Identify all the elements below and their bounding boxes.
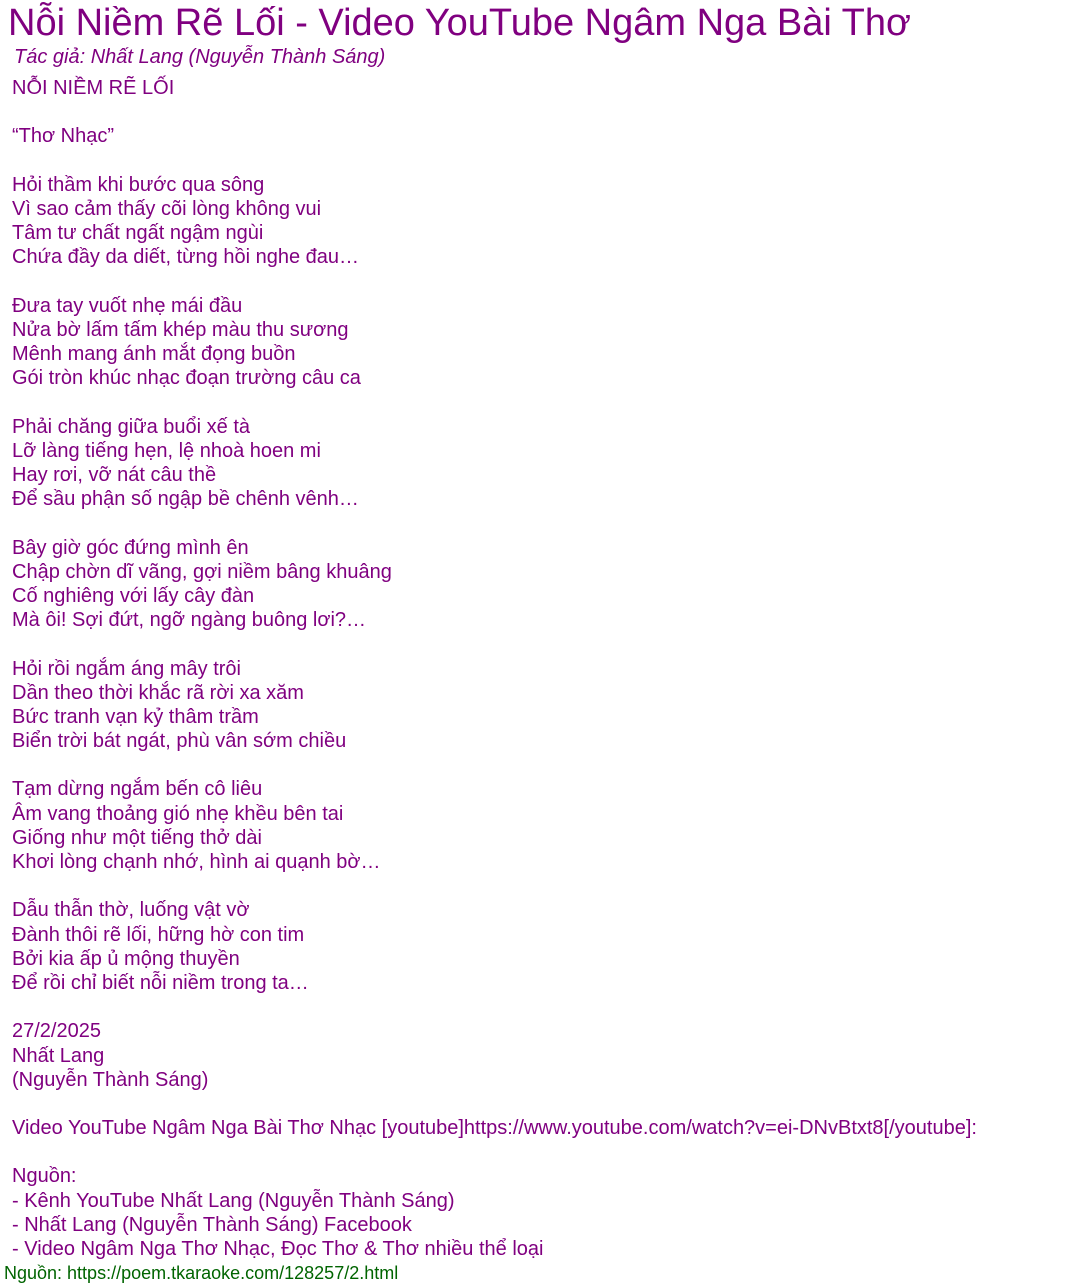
poem-line: Phải chăng giữa buổi xế tà [12,415,250,438]
poem-line: Hỏi rồi ngắm áng mây trôi [12,657,241,680]
poem-line: Dẫu thẫn thờ, luống vật vờ [12,899,250,922]
poem-line: Gói tròn khúc nhạc đoạn trường câu ca [12,367,361,390]
poem-line: Tạm dừng ngắm bến cô liêu [12,778,263,801]
poem-line: Chứa đầy da diết, từng hồi nghe đau… [12,246,360,269]
poem-signature-name: Nhất Lang [12,1044,105,1067]
poem-line: Đành thôi rẽ lối, hững hờ con tim [12,923,305,946]
poem-line: Chập chờn dĩ vãng, gợi niềm bâng khuâng [12,560,392,583]
poem-line: Bức tranh vạn kỷ thâm trầm [12,705,259,728]
poem-heading: NỖI NIỀM RẼ LỐI [12,77,175,99]
poem-line: Đưa tay vuốt nhẹ mái đầu [12,294,243,317]
poem-line: Biển trời bát ngát, phù vân sớm chiều [12,730,347,753]
poem-line: Nửa bờ lấm tấm khép màu thu sương [12,318,349,341]
source-item: - Nhất Lang (Nguyễn Thành Sáng) Facebook [12,1213,412,1236]
poem-line: Bây giờ góc đứng mình ên [12,536,249,559]
stanza [12,294,977,391]
poem-content [12,76,977,1261]
poem-line: Giống như một tiếng thở dài [12,826,262,849]
stanza [12,536,977,633]
source-item: - Video Ngâm Nga Thơ Nhạc, Đọc Thơ & Thơ nhiều thể loại [12,1238,544,1260]
author-credit: Tác giả: Nhất Lang (Nguyễn Thành Sáng) [14,46,386,68]
poem-line: Dần theo thời khắc rã rời xa xăm [12,681,304,704]
poem-signature-fullname: (Nguyễn Thành Sáng) [12,1068,209,1091]
video-link-line: Video YouTube Ngâm Nga Bài Thơ Nhạc [youtube]https://www.youtube.com/watch?v=ei-DNvBtxt8[/youtube]: [12,1117,977,1140]
stanza [12,898,977,995]
source-item: - Kênh YouTube Nhất Lang (Nguyễn Thành Sáng) [12,1189,455,1212]
sources-heading: Nguồn: [12,1165,77,1188]
poem-line: Cố nghiêng với lấy cây đàn [12,584,255,607]
poem-line: Khơi lòng chạnh nhớ, hình ai quạnh bờ… [12,851,381,873]
stanza [12,657,977,754]
poem-line: Âm vang thoảng gió nhẹ khều bên tai [12,802,344,825]
poem-line: Mênh mang ánh mắt đọng buồn [12,343,296,366]
poem-line: Vì sao cảm thấy cõi lòng không vui [12,197,322,220]
poem-line: Để sầu phận số ngập bề chênh vênh… [12,488,359,511]
source-url-footer: Nguồn: https://poem.tkaraoke.com/128257/2.html [4,1263,399,1283]
poem-subtitle: “Thơ Nhạc” [12,125,115,148]
page-title: Nỗi Niềm Rẽ Lối - Video YouTube Ngâm Nga Bài Thơ [8,2,911,44]
poem-line: Bởi kia ấp ủ mộng thuyền [12,947,240,970]
poem-line: Mà ôi! Sợi đứt, ngỡ ngàng buông lơi?… [12,609,367,632]
poem-line: Để rồi chỉ biết nỗi niềm trong ta… [12,971,309,994]
poem-date: 27/2/2025 [12,1020,101,1043]
poem-line: Lỡ làng tiếng hẹn, lệ nhoà hoen mi [12,439,321,462]
poem-line: Hỏi thầm khi bước qua sông [12,173,265,196]
stanza [12,777,977,874]
stanza [12,173,977,270]
poem-line: Tâm tư chất ngất ngậm ngùi [12,222,264,245]
stanza [12,415,977,512]
poem-line: Hay rơi, vỡ nát câu thề [12,464,217,486]
